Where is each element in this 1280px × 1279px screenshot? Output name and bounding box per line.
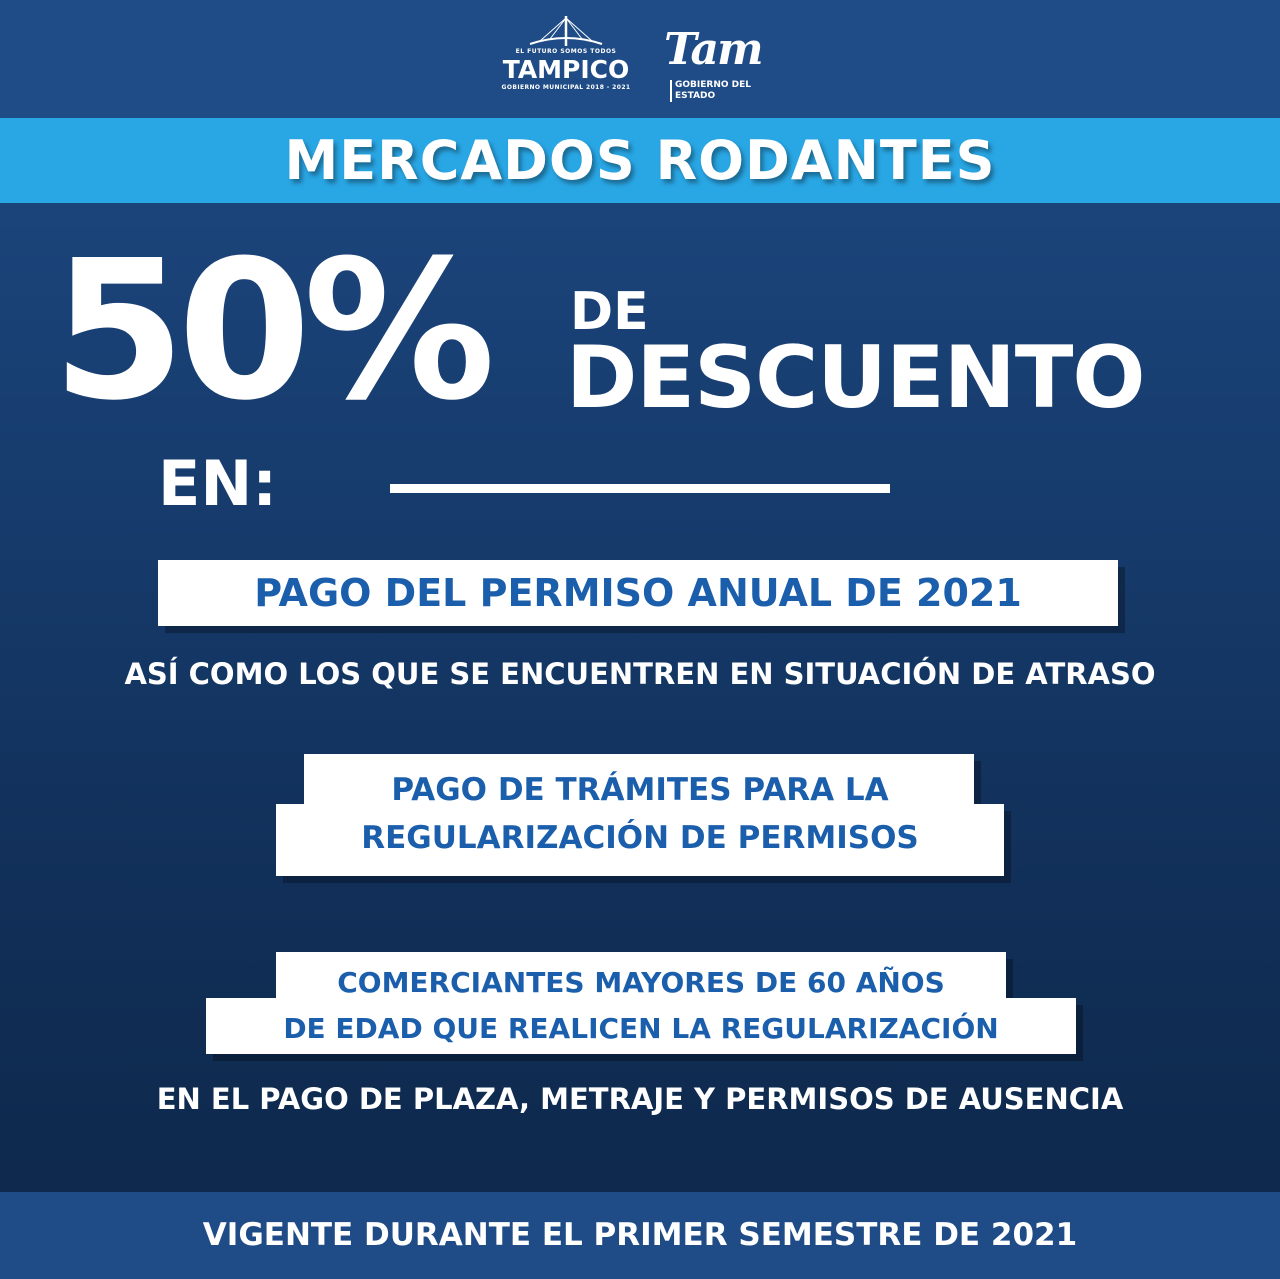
headline-descuento: DESCUENTO <box>566 328 1145 428</box>
item-note-plaza: EN EL PAGO DE PLAZA, METRAJE Y PERMISOS DE AUSENCIA <box>156 1082 1124 1116</box>
item-box-tramites-line1: PAGO DE TRÁMITES PARA LA <box>391 772 889 808</box>
headline-en: EN: <box>158 447 278 520</box>
bridge-icon <box>528 14 604 50</box>
tam-subtitle: GOBIERNO DEL ESTADO <box>670 80 794 102</box>
tampico-subtitle: GOBIERNO MUNICIPAL 2018 - 2021 <box>501 84 631 91</box>
tam-script: Tam <box>664 24 762 75</box>
item-box-comerciantes-line2: DE EDAD QUE REALICEN LA REGULARIZACIÓN <box>283 1012 999 1045</box>
item-box-permiso-anual: PAGO DEL PERMISO ANUAL DE 2021 <box>158 560 1118 626</box>
page-title: MERCADOS RODANTES <box>284 129 996 192</box>
item-box-comerciantes-line1: COMERCIANTES MAYORES DE 60 AÑOS <box>337 966 945 999</box>
tampico-name: TAMPICO <box>502 55 630 84</box>
footer-band <box>0 1192 1280 1279</box>
discount-percent: 50% <box>52 220 488 443</box>
blank-underline <box>390 484 890 493</box>
item-box-tramites-line2: REGULARIZACIÓN DE PERMISOS <box>361 820 919 856</box>
item-box-tramites-text <box>276 766 1004 862</box>
tam-logo <box>660 24 794 104</box>
title-band <box>0 118 1280 203</box>
tampico-logo <box>488 14 644 104</box>
item-note-atraso: ASÍ COMO LOS QUE SE ENCUENTREN EN SITUACIÓN DE ATRASO <box>124 657 1156 691</box>
headline-de: DE <box>570 282 649 342</box>
footer-text: VIGENTE DURANTE EL PRIMER SEMESTRE DE 2021 <box>202 1217 1078 1253</box>
header-logos <box>0 14 1280 104</box>
tampico-motto: EL FUTURO SOMOS TODOS <box>515 48 617 55</box>
item-box-comerciantes-text <box>206 960 1076 1052</box>
